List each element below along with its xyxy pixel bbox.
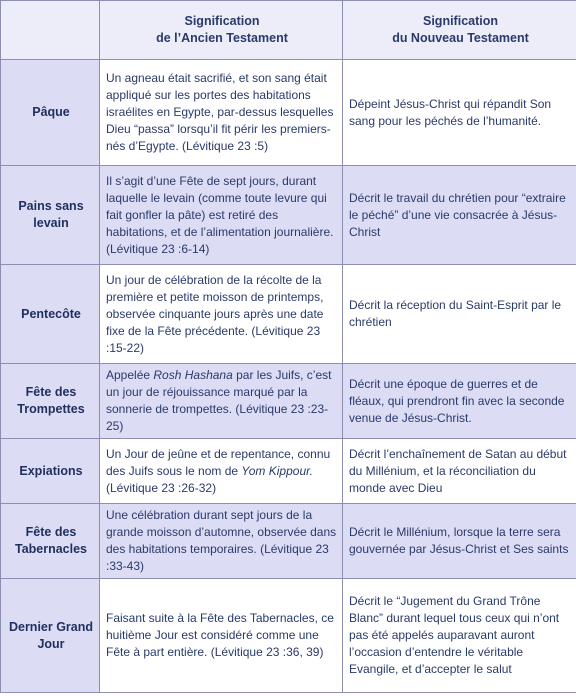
header-corner-cell — [1, 1, 100, 60]
feast-name: Dernier Grand Jour — [1, 579, 100, 693]
old-testament-meaning: Un Jour de jeûne et de repentance, connu des Juifs sous le nom de Yom Kippour. (Lévitique 23 :26-32) — [100, 439, 343, 504]
old-testament-meaning: Faisant suite à la Fête des Tabernacles, ce huitième Jour est considéré comme une Fête à part entière. (Lévitique 23 :36, 39) — [100, 579, 343, 693]
old-testament-meaning: Il s’agit d’une Fête de sept jours, durant laquelle le levain (comme toute levure qui fait gonfler la pâte) est retiré des habitations, et de l’alimentation journalière. (Lévitique 23 :6-14) — [100, 166, 343, 265]
new-testament-meaning: Décrit le travail du chrétien pour “extraire le péché” d’une vie consacrée à Jésus-Christ — [343, 166, 576, 265]
new-testament-meaning: Décrit l’enchaînement de Satan au début du Millénium, et la réconciliation du monde avec Dieu — [343, 439, 576, 504]
table-row — [1, 166, 576, 265]
feast-name: Pâque — [1, 60, 100, 166]
feast-name: Pentecôte — [1, 265, 100, 364]
feast-name: Pains sans levain — [1, 166, 100, 265]
header-new-line1: Signification — [423, 14, 498, 28]
old-testament-meaning: Une célébration durant sept jours de la grande moisson d’automne, observée dans des habitations temporaires. (Lévitique 23 :33-43) — [100, 504, 343, 579]
table-row — [1, 579, 576, 693]
old-testament-meaning: Appelée Rosh Hashana par les Juifs, c’est un jour de réjouissance marqué par la sonnerie de trompettes. (Lévitique 23 :23-25) — [100, 364, 343, 439]
new-testament-meaning: Décrit le Millénium, lorsque la terre sera gouvernée par Jésus-Christ et Ses saints — [343, 504, 576, 579]
new-testament-meaning: Dépeint Jésus-Christ qui répandit Son sang pour les péchés de l’humanité. — [343, 60, 576, 166]
hebrew-term: Yom Kippour. — [241, 463, 314, 478]
new-testament-meaning: Décrit la réception du Saint-Esprit par le chrétien — [343, 265, 576, 364]
table-header-row — [1, 1, 576, 60]
header-old-testament — [100, 1, 343, 60]
table-row — [1, 504, 576, 579]
header-new-testament — [343, 1, 576, 60]
feast-name: Fête des Trompettes — [1, 364, 100, 439]
table-row — [1, 364, 576, 439]
old-testament-meaning: Un jour de célébration de la récolte de la première et petite moisson de printemps, observée cinquante jours après une date fixe de la Fête précédente. (Lévitique 23 :15-22) — [100, 265, 343, 364]
table-row — [1, 439, 576, 504]
table-row — [1, 265, 576, 364]
table-row — [1, 60, 576, 166]
new-testament-meaning: Décrit le “Jugement du Grand Trône Blanc” durant lequel tous ceux qui n’ont pas été appelés auparavant auront l’occasion d’entendre le véritable Evangile, et d’accepter le salut — [343, 579, 576, 693]
feast-name: Fête des Tabernacles — [1, 504, 100, 579]
header-new-line2: du Nouveau Testament — [392, 31, 529, 45]
header-old-line1: Signification — [184, 14, 260, 28]
hebrew-term: Rosh Hashana — [153, 368, 233, 382]
new-testament-meaning: Décrit une époque de guerres et de fléaux, qui prendront fin avec la seconde venue de Jésus-Christ. — [343, 364, 576, 439]
old-testament-meaning: Un agneau était sacrifié, et son sang était appliqué sur les portes des habitations israélites en Egypte, par-dessus lesquelles Dieu “passa” lorsqu’il fit périr les premiers-nés d’Egypte. (Lévitique 23 :5) — [100, 60, 343, 166]
header-old-line2: de l’Ancien Testament — [156, 31, 288, 45]
feast-name: Expiations — [1, 439, 100, 504]
